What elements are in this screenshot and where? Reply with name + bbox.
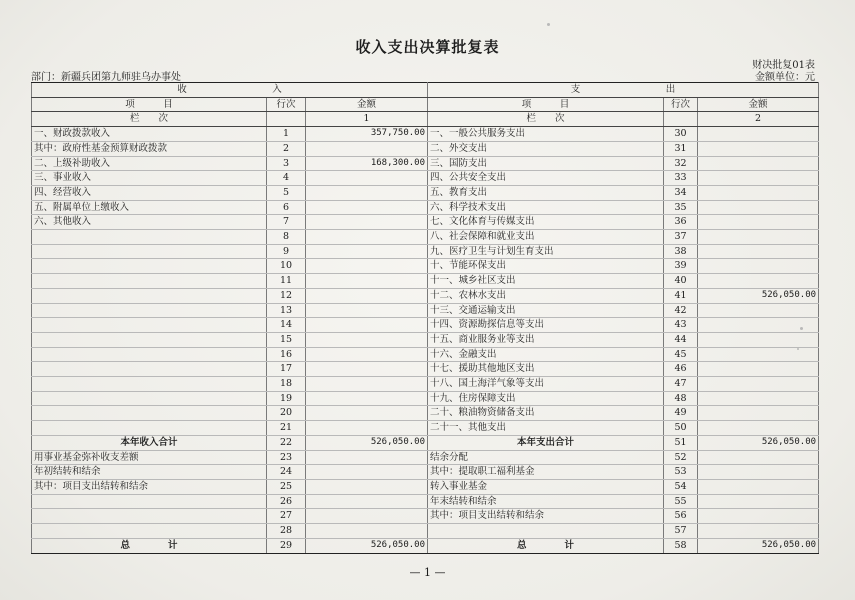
income-amount-cell <box>306 318 428 333</box>
income-expense-table <box>31 82 819 554</box>
table-row <box>32 406 819 421</box>
income-amount-cell <box>306 215 428 230</box>
expense-row-no-cell: 45 <box>664 347 698 362</box>
expense-row-no-cell <box>664 112 698 127</box>
expense-amount-cell <box>698 200 819 215</box>
expense-row-no-cell: 33 <box>664 171 698 186</box>
expense-item-column-header: 项 目 <box>428 97 664 112</box>
table-row <box>32 244 819 259</box>
expense-item-cell: 十一、城乡社区支出 <box>428 274 664 289</box>
table-row <box>32 450 819 465</box>
income-amount-cell <box>306 200 428 215</box>
expense-amount-cell <box>698 230 819 245</box>
income-amount-cell <box>306 377 428 392</box>
section-header-row <box>32 83 819 98</box>
expense-row-no-cell: 47 <box>664 377 698 392</box>
expense-amount-cell <box>698 509 819 524</box>
expense-amount-cell <box>698 274 819 289</box>
income-row-no-cell: 21 <box>267 421 306 436</box>
table-row <box>32 171 819 186</box>
income-amount-cell <box>306 244 428 259</box>
income-row-no-cell: 13 <box>267 303 306 318</box>
income-item-cell: 二、上级补助收入 <box>32 156 267 171</box>
income-row-no-cell: 25 <box>267 479 306 494</box>
income-amount-cell <box>306 494 428 509</box>
expense-amount-cell <box>698 465 819 480</box>
expense-amount-cell <box>698 377 819 392</box>
table-row <box>32 230 819 245</box>
income-row-no-cell: 9 <box>267 244 306 259</box>
expense-row-no-cell: 32 <box>664 156 698 171</box>
table-row <box>32 288 819 303</box>
expense-item-cell: 十四、资源勘探信息等支出 <box>428 318 664 333</box>
scan-speck <box>797 348 799 350</box>
expense-row-no-cell: 54 <box>664 479 698 494</box>
expense-item-cell: 十、节能环保支出 <box>428 259 664 274</box>
income-column-number: 1 <box>306 112 428 127</box>
expense-amount-cell: 526,050.00 <box>698 538 819 553</box>
income-row-no-cell: 26 <box>267 494 306 509</box>
income-lanci-label: 栏 次 <box>32 112 267 127</box>
expense-row-no-cell: 34 <box>664 185 698 200</box>
expense-row-no-cell: 31 <box>664 141 698 156</box>
expense-row-no-cell: 55 <box>664 494 698 509</box>
income-item-cell <box>32 332 267 347</box>
income-row-no-cell: 3 <box>267 156 306 171</box>
expense-row-no-cell: 53 <box>664 465 698 480</box>
table-row <box>32 156 819 171</box>
expense-item-cell: 其中：项目支出结转和结余 <box>428 509 664 524</box>
expense-row-no-cell: 37 <box>664 230 698 245</box>
expense-item-cell: 四、公共安全支出 <box>428 171 664 186</box>
column-header-row <box>32 97 819 112</box>
form-code: 财决批复01表 <box>752 60 815 71</box>
income-row-no-cell: 23 <box>267 450 306 465</box>
expense-amount-cell <box>698 127 819 142</box>
income-row-no-cell: 18 <box>267 377 306 392</box>
income-item-cell <box>32 259 267 274</box>
table-row <box>32 259 819 274</box>
expense-amount-cell <box>698 332 819 347</box>
table-row <box>32 435 819 450</box>
income-row-no-cell: 8 <box>267 230 306 245</box>
income-item-cell: 其中：项目支出结转和结余 <box>32 479 267 494</box>
expense-amount-cell <box>698 185 819 200</box>
income-item-cell: 总 计 <box>32 538 267 553</box>
income-item-cell <box>32 288 267 303</box>
income-row-no-cell: 17 <box>267 362 306 377</box>
column-number-row <box>32 112 819 127</box>
expense-item-cell: 结余分配 <box>428 450 664 465</box>
expense-amount-cell <box>698 259 819 274</box>
income-item-cell <box>32 391 267 406</box>
income-item-column-header: 项 目 <box>32 97 267 112</box>
expense-item-cell: 十七、援助其他地区支出 <box>428 362 664 377</box>
expense-item-cell: 十二、农林水支出 <box>428 288 664 303</box>
expense-row-no-cell: 41 <box>664 288 698 303</box>
income-amount-cell <box>306 362 428 377</box>
income-row-no-cell: 1 <box>267 127 306 142</box>
expense-row-no-cell: 52 <box>664 450 698 465</box>
income-item-cell: 本年收入合计 <box>32 435 267 450</box>
department-label: 部门：新疆兵团第九师驻乌办事处 <box>31 72 181 83</box>
expense-row-no-cell: 39 <box>664 259 698 274</box>
income-amount-cell <box>306 450 428 465</box>
income-row-no-cell: 15 <box>267 332 306 347</box>
expense-row-no-cell: 51 <box>664 435 698 450</box>
table-row <box>32 465 819 480</box>
income-item-cell <box>32 274 267 289</box>
income-amount-cell <box>306 259 428 274</box>
scan-speck <box>800 327 803 330</box>
income-item-cell <box>32 421 267 436</box>
table-row <box>32 494 819 509</box>
income-amount-cell <box>306 303 428 318</box>
expense-row-no-cell: 49 <box>664 406 698 421</box>
income-item-cell <box>32 244 267 259</box>
expense-item-cell <box>428 524 664 539</box>
expense-row-no-cell: 50 <box>664 421 698 436</box>
expense-item-cell: 年末结转和结余 <box>428 494 664 509</box>
income-item-cell <box>32 347 267 362</box>
income-row-no-cell: 6 <box>267 200 306 215</box>
table-row <box>32 215 819 230</box>
table-row <box>32 391 819 406</box>
table-row <box>32 303 819 318</box>
table-row <box>32 127 819 142</box>
expense-amount-cell <box>698 479 819 494</box>
income-amount-cell <box>306 141 428 156</box>
expense-item-cell: 二十、粮油物资储备支出 <box>428 406 664 421</box>
expense-item-cell: 八、社会保障和就业支出 <box>428 230 664 245</box>
income-item-cell: 一、财政拨款收入 <box>32 127 267 142</box>
income-item-cell: 六、其他收入 <box>32 215 267 230</box>
income-amount-cell <box>306 347 428 362</box>
table-row <box>32 362 819 377</box>
expense-amount-cell <box>698 406 819 421</box>
table-row <box>32 332 819 347</box>
income-amount-cell <box>306 185 428 200</box>
table-row <box>32 141 819 156</box>
expense-column-number: 2 <box>698 112 819 127</box>
amount-unit-label: 金额单位：元 <box>755 72 815 83</box>
expense-item-cell: 十六、金融支出 <box>428 347 664 362</box>
expense-amount-cell <box>698 141 819 156</box>
expense-item-cell: 一、一般公共服务支出 <box>428 127 664 142</box>
table-row <box>32 538 819 553</box>
scan-speck <box>547 23 550 26</box>
income-row-no-cell: 16 <box>267 347 306 362</box>
income-item-cell: 年初结转和结余 <box>32 465 267 480</box>
expense-amount-cell <box>698 215 819 230</box>
income-amount-cell: 526,050.00 <box>306 435 428 450</box>
table-row <box>32 274 819 289</box>
income-row-no-column-header: 行次 <box>267 97 306 112</box>
expense-row-no-cell: 48 <box>664 391 698 406</box>
income-item-cell <box>32 377 267 392</box>
income-amount-cell <box>306 171 428 186</box>
income-item-cell <box>32 303 267 318</box>
expense-item-cell: 总 计 <box>428 538 664 553</box>
income-amount-column-header: 金额 <box>306 97 428 112</box>
expense-amount-column-header: 金额 <box>698 97 819 112</box>
expense-item-cell: 六、科学技术支出 <box>428 200 664 215</box>
expense-item-cell: 二十一、其他支出 <box>428 421 664 436</box>
income-amount-cell: 168,300.00 <box>306 156 428 171</box>
income-item-cell <box>32 494 267 509</box>
expense-amount-cell: 526,050.00 <box>698 288 819 303</box>
table-row <box>32 318 819 333</box>
table-row <box>32 200 819 215</box>
table-row <box>32 479 819 494</box>
expense-row-no-cell: 42 <box>664 303 698 318</box>
expense-row-no-cell: 58 <box>664 538 698 553</box>
expense-item-cell: 九、医疗卫生与计划生育支出 <box>428 244 664 259</box>
income-item-cell <box>32 230 267 245</box>
income-item-cell: 其中：政府性基金预算财政拨款 <box>32 141 267 156</box>
income-row-no-cell: 11 <box>267 274 306 289</box>
expense-row-no-cell: 46 <box>664 362 698 377</box>
income-item-cell: 三、事业收入 <box>32 171 267 186</box>
income-item-cell <box>32 362 267 377</box>
income-row-no-cell: 5 <box>267 185 306 200</box>
income-item-cell <box>32 509 267 524</box>
expense-section-header: 支 出 <box>428 83 819 98</box>
expense-row-no-cell: 36 <box>664 215 698 230</box>
page-number: — 1 — <box>409 566 446 579</box>
expense-amount-cell <box>698 156 819 171</box>
expense-item-cell: 三、国防支出 <box>428 156 664 171</box>
income-row-no-cell: 2 <box>267 141 306 156</box>
income-row-no-cell <box>267 112 306 127</box>
expense-amount-cell <box>698 318 819 333</box>
income-row-no-cell: 28 <box>267 524 306 539</box>
income-amount-cell <box>306 421 428 436</box>
income-amount-cell <box>306 524 428 539</box>
income-item-cell: 五、附属单位上缴收入 <box>32 200 267 215</box>
expense-item-cell: 二、外交支出 <box>428 141 664 156</box>
expense-item-cell: 十九、住房保障支出 <box>428 391 664 406</box>
income-row-no-cell: 12 <box>267 288 306 303</box>
table-row <box>32 421 819 436</box>
income-item-cell <box>32 524 267 539</box>
income-amount-cell <box>306 391 428 406</box>
income-item-cell <box>32 406 267 421</box>
expense-lanci-label: 栏 次 <box>428 112 664 127</box>
expense-row-no-column-header: 行次 <box>664 97 698 112</box>
income-amount-cell <box>306 465 428 480</box>
expense-row-no-cell: 30 <box>664 127 698 142</box>
expense-item-cell: 十八、国土海洋气象等支出 <box>428 377 664 392</box>
income-amount-cell <box>306 230 428 245</box>
income-row-no-cell: 29 <box>267 538 306 553</box>
table-row <box>32 185 819 200</box>
expense-row-no-cell: 35 <box>664 200 698 215</box>
expense-item-cell: 十五、商业服务业等支出 <box>428 332 664 347</box>
expense-row-no-cell: 44 <box>664 332 698 347</box>
expense-amount-cell: 526,050.00 <box>698 435 819 450</box>
expense-amount-cell <box>698 303 819 318</box>
income-row-no-cell: 7 <box>267 215 306 230</box>
expense-item-cell: 本年支出合计 <box>428 435 664 450</box>
expense-amount-cell <box>698 494 819 509</box>
expense-amount-cell <box>698 524 819 539</box>
expense-row-no-cell: 43 <box>664 318 698 333</box>
page-title: 收入支出决算批复表 <box>355 38 500 56</box>
expense-row-no-cell: 57 <box>664 524 698 539</box>
income-row-no-cell: 10 <box>267 259 306 274</box>
income-amount-cell <box>306 479 428 494</box>
expense-item-cell: 十三、交通运输支出 <box>428 303 664 318</box>
income-amount-cell: 357,750.00 <box>306 127 428 142</box>
expense-amount-cell <box>698 362 819 377</box>
income-item-cell <box>32 318 267 333</box>
income-row-no-cell: 22 <box>267 435 306 450</box>
expense-item-cell: 七、文化体育与传媒支出 <box>428 215 664 230</box>
table-row <box>32 347 819 362</box>
table-row <box>32 524 819 539</box>
income-amount-cell <box>306 332 428 347</box>
expense-amount-cell <box>698 171 819 186</box>
income-item-cell: 四、经营收入 <box>32 185 267 200</box>
income-row-no-cell: 4 <box>267 171 306 186</box>
income-amount-cell <box>306 406 428 421</box>
income-row-no-cell: 27 <box>267 509 306 524</box>
expense-amount-cell <box>698 347 819 362</box>
income-amount-cell <box>306 288 428 303</box>
income-row-no-cell: 24 <box>267 465 306 480</box>
income-amount-cell <box>306 274 428 289</box>
income-row-no-cell: 20 <box>267 406 306 421</box>
income-row-no-cell: 19 <box>267 391 306 406</box>
expense-row-no-cell: 56 <box>664 509 698 524</box>
expense-amount-cell <box>698 244 819 259</box>
expense-amount-cell <box>698 450 819 465</box>
income-amount-cell: 526,050.00 <box>306 538 428 553</box>
expense-row-no-cell: 38 <box>664 244 698 259</box>
income-amount-cell <box>306 509 428 524</box>
expense-item-cell: 五、教育支出 <box>428 185 664 200</box>
table-row <box>32 377 819 392</box>
income-item-cell: 用事业基金弥补收支差额 <box>32 450 267 465</box>
expense-amount-cell <box>698 421 819 436</box>
income-row-no-cell: 14 <box>267 318 306 333</box>
table-row <box>32 509 819 524</box>
expense-amount-cell <box>698 391 819 406</box>
expense-row-no-cell: 40 <box>664 274 698 289</box>
expense-item-cell: 其中：提取职工福利基金 <box>428 465 664 480</box>
expense-item-cell: 转入事业基金 <box>428 479 664 494</box>
income-section-header: 收 入 <box>32 83 428 98</box>
